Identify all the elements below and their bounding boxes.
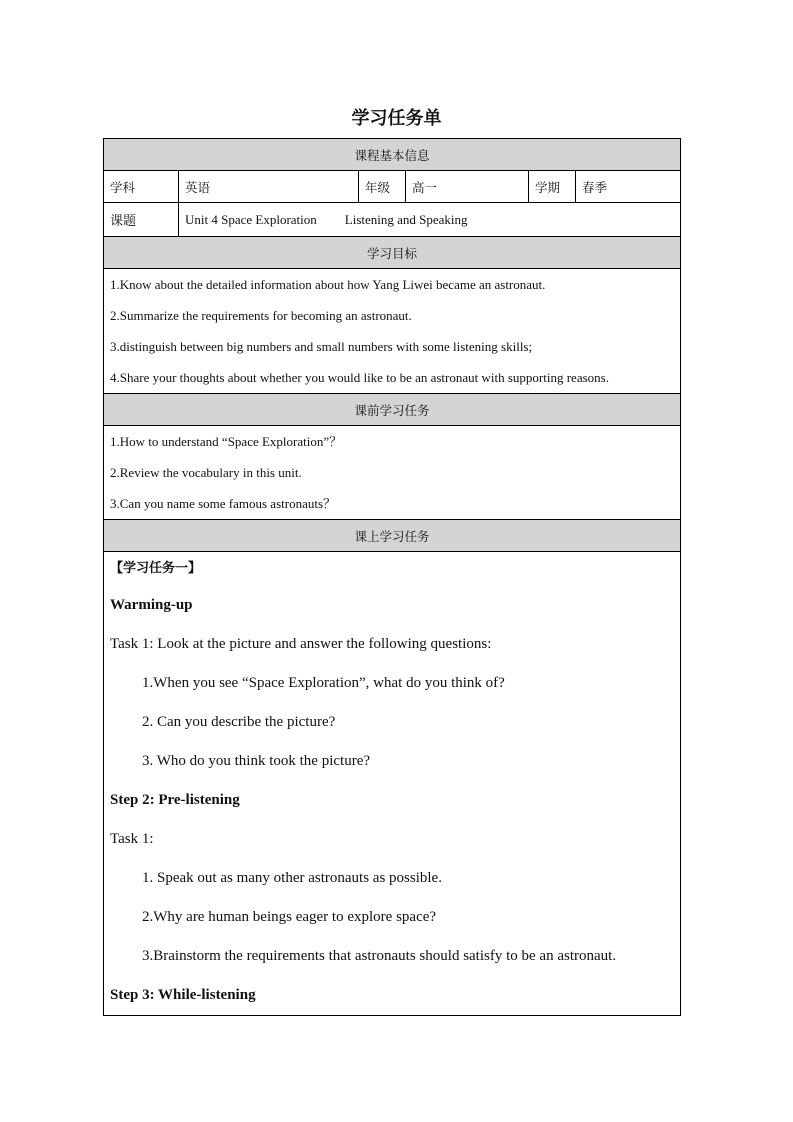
objectives-header-row	[104, 237, 681, 269]
objective-item: 3.distinguish between big numbers and small numbers with some listening skills;	[110, 339, 533, 354]
preclass-header-row	[104, 394, 681, 426]
step2-question: 3.Brainstorm the requirements that astronauts should satisfy to be an astronaut.	[142, 948, 617, 964]
preclass-item: 1.How to understand “Space Exploration”？	[110, 434, 343, 449]
subject-value: 英语	[179, 171, 359, 203]
warmup-heading: Warming-up	[110, 597, 193, 613]
objectives-list	[104, 269, 681, 394]
topic-row	[104, 203, 681, 237]
preclass-list	[104, 426, 681, 520]
basic-info-header: 课程基本信息	[104, 139, 681, 171]
inclass-header: 课上学习任务	[104, 520, 681, 552]
warmup-question: 1.When you see “Space Exploration”, what do you think of?	[142, 675, 505, 691]
topic-label: 课题	[104, 203, 179, 237]
term-value: 春季	[576, 171, 681, 203]
grade-label: 年级	[359, 171, 406, 203]
task-sheet-table	[103, 138, 681, 1016]
warmup-task: Task 1: Look at the picture and answer the following questions:	[110, 636, 492, 652]
topic-unit: Unit 4 Space Exploration	[185, 211, 317, 227]
objectives-header: 学习目标	[104, 237, 681, 269]
step2-task: Task 1:	[110, 831, 154, 847]
objective-item: 4.Share your thoughts about whether you would like to be an astronaut with supporting reasons.	[110, 370, 609, 385]
inclass-content	[104, 552, 681, 1016]
step2-question: 1. Speak out as many other astronauts as possible.	[142, 870, 442, 886]
objectives-row	[104, 269, 681, 394]
step2-heading: Step 2: Pre-listening	[110, 792, 240, 808]
page-title: 学习任务单	[351, 108, 442, 129]
preclass-row	[104, 426, 681, 520]
warmup-question: 3. Who do you think took the picture?	[142, 753, 371, 769]
objective-item: 2.Summarize the requirements for becoming an astronaut.	[110, 308, 412, 323]
term-label: 学期	[529, 171, 576, 203]
preclass-item: 2.Review the vocabulary in this unit.	[110, 465, 302, 480]
step2-question: 2.Why are human beings eager to explore space?	[142, 909, 437, 925]
grade-value: 高一	[406, 171, 529, 203]
basic-info-header-row	[104, 139, 681, 171]
inclass-row	[104, 552, 681, 1016]
subject-label: 学科	[104, 171, 179, 203]
task-label: 【学习任务一】	[110, 561, 202, 576]
inclass-header-row	[104, 520, 681, 552]
topic-part: Listening and Speaking	[344, 211, 468, 227]
warmup-question: 2. Can you describe the picture?	[142, 714, 336, 730]
preclass-item: 3.Can you name some famous astronauts？	[110, 496, 337, 511]
topic-value	[179, 203, 681, 237]
step3-heading: Step 3: While-listening	[110, 987, 256, 1003]
basic-info-row	[104, 171, 681, 203]
objective-item: 1.Know about the detailed information about how Yang Liwei became an astronaut.	[110, 277, 546, 292]
preclass-header: 课前学习任务	[104, 394, 681, 426]
